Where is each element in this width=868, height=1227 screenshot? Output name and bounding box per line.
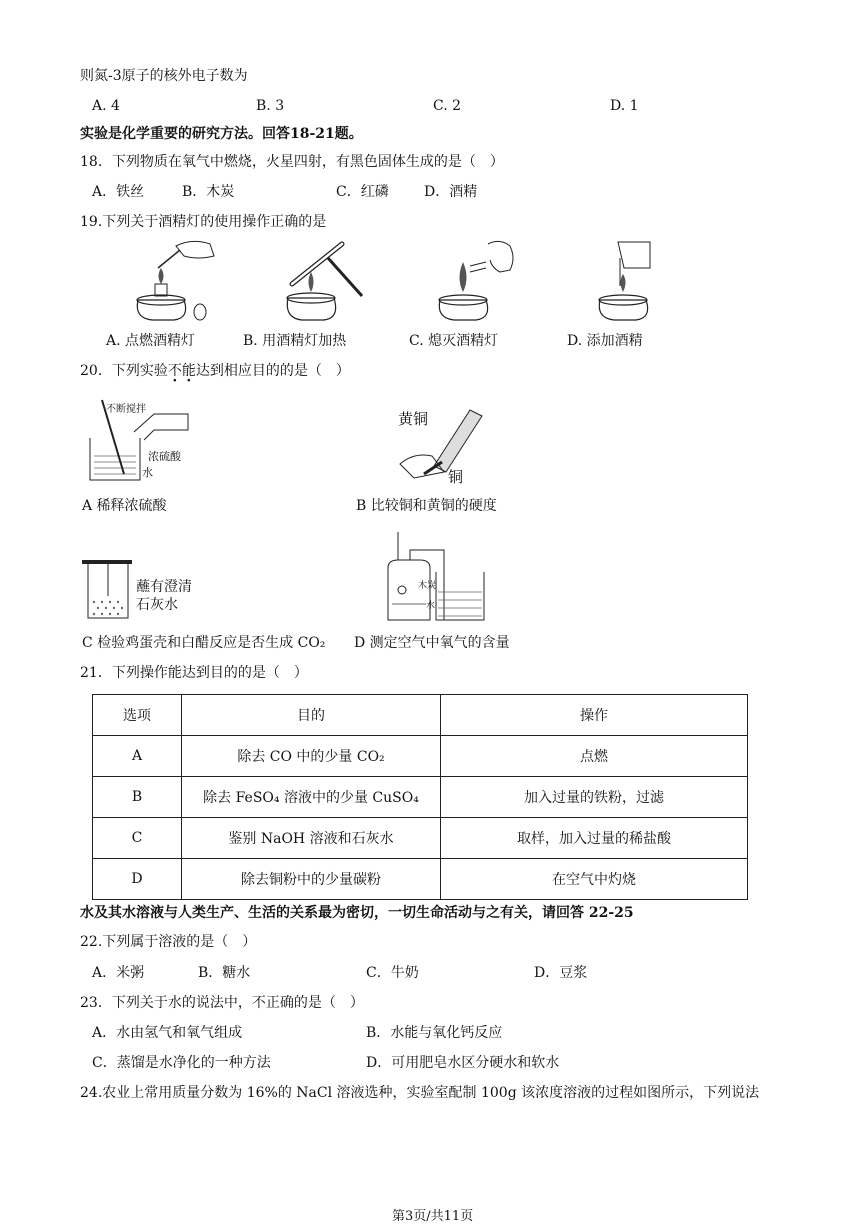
q18-option-c: C．红磷 [336,184,389,200]
q22-option-c: C．牛奶 [366,965,419,981]
fig-a-label-water: 水 [142,466,153,479]
q22-option-d: D．豆浆 [534,965,588,981]
q18-option-b: B．木炭 [182,184,235,200]
emphasis-can: 能 [181,363,196,379]
q18-stem: 18．下列物质在氧气中燃烧，火星四射，有黑色固体生成的是（ ） [80,154,504,170]
fig-a-label-acid: 浓硫酸 [148,450,181,463]
q19-option-c: C. 熄灭酒精灯 [409,333,499,349]
lamp-extinguish-figure [430,238,534,326]
row-d-option: D [93,859,182,900]
q23-option-c: C．蒸馏是水净化的一种方法 [92,1055,271,1071]
header-operation: 操作 [441,695,748,736]
q20-caption-a: A 稀释浓硫酸 [82,498,167,514]
row-d-purpose: 除去铜粉中的少量碳粉 [182,859,441,900]
row-a-purpose: 除去 CO 中的少量 CO₂ [182,736,441,777]
fig-a-label-stir: 不断搅拌 [106,404,146,415]
row-b-purpose: 除去 FeSO₄ 溶液中的少量 CuSO₄ [182,777,441,818]
section-heading-18-21: 实验是化学重要的研究方法。回答18-21题。 [80,126,363,142]
row-a-operation: 点燃 [441,736,748,777]
q19-option-d: D. 添加酒精 [567,333,643,349]
adding-alcohol-figure [594,238,664,326]
q23-option-b: B．水能与氧化钙反应 [366,1025,503,1041]
page-footer: 第3页/共11页 [392,1209,474,1224]
q20-stem: 20．下列实验不能达到相应目的的是（ ） [80,363,350,379]
table-row [93,859,748,900]
table-row [93,777,748,818]
q23-option-a: A．水由氢气和氧气组成 [92,1025,243,1041]
row-a-option: A [93,736,182,777]
q19-option-a: A. 点燃酒精灯 [106,333,196,349]
row-b-option: B [93,777,182,818]
header-purpose: 目的 [182,695,441,736]
co2-test-figure [80,556,136,624]
q21-stem: 21．下列操作能达到目的的是（ ） [80,665,308,681]
q20-caption-b: B 比较铜和黄铜的硬度 [356,498,497,514]
row-d-operation: 在空气中灼烧 [441,859,748,900]
q20-caption-d: D 测定空气中氧气的含量 [354,635,510,651]
lamp-heating-figure [268,236,372,326]
q20-caption-c: C 检验鸡蛋壳和白醋反应是否生成 CO₂ [82,635,326,651]
q19-stem: 19.下列关于酒精灯的使用操作正确的是 [80,214,327,230]
q23-option-d: D．可用肥皂水区分硬水和软水 [366,1055,560,1071]
q18-option-d: D．酒精 [424,184,478,200]
q17-option-a: A. 4 [92,98,120,114]
q22-stem: 22.下列属于溶液的是（ ） [80,934,257,950]
q23-stem: 23．下列关于水的说法中，不正确的是（ ） [80,995,364,1011]
q17-option-b: B. 3 [256,98,285,114]
row-c-option: C [93,818,182,859]
emphasis-not: 不 [167,363,182,379]
fig-d-label-carbon: 木炭 [418,581,437,591]
lamp-lighting-figure [118,238,218,324]
row-c-operation: 取样，加入过量的稀盐酸 [441,818,748,859]
fig-b-label-brass: 黄铜 [398,410,429,428]
table-row [93,736,748,777]
section-heading-22-25: 水及其水溶液与人类生产、生活的关系最为密切，一切生命活动与之有关，请回答 22-25 [80,905,634,921]
q22-option-a: A．米粥 [92,965,145,981]
q21-table [92,694,748,900]
q17-option-c: C. 2 [433,98,462,114]
q22-option-b: B．糖水 [198,965,251,981]
q17-option-d: D. 1 [610,98,639,114]
row-c-purpose: 鉴别 NaOH 溶液和石灰水 [182,818,441,859]
q24-stem: 24.农业上常用质量分数为 16%的 NaCl 溶液选种，实验室配制 100g 该浓度溶液的过程如图所示，下列说法 [80,1085,760,1101]
header-option: 选项 [93,695,182,736]
fig-d-label-water: 水 [426,601,436,611]
row-b-operation: 加入过量的铁粉，过滤 [441,777,748,818]
q18-option-a: A．铁丝 [92,184,145,200]
fig-c-label-2: 石灰水 [136,597,178,613]
fig-c-label-1: 蘸有澄清 [136,579,192,595]
table-header-row [93,695,748,736]
q19-option-b: B. 用酒精灯加热 [243,333,347,349]
table-row [93,818,748,859]
fig-b-label-copper: 铜 [448,468,464,486]
q17-stem-tail: 则氮-3原子的核外电子数为 [80,68,248,84]
